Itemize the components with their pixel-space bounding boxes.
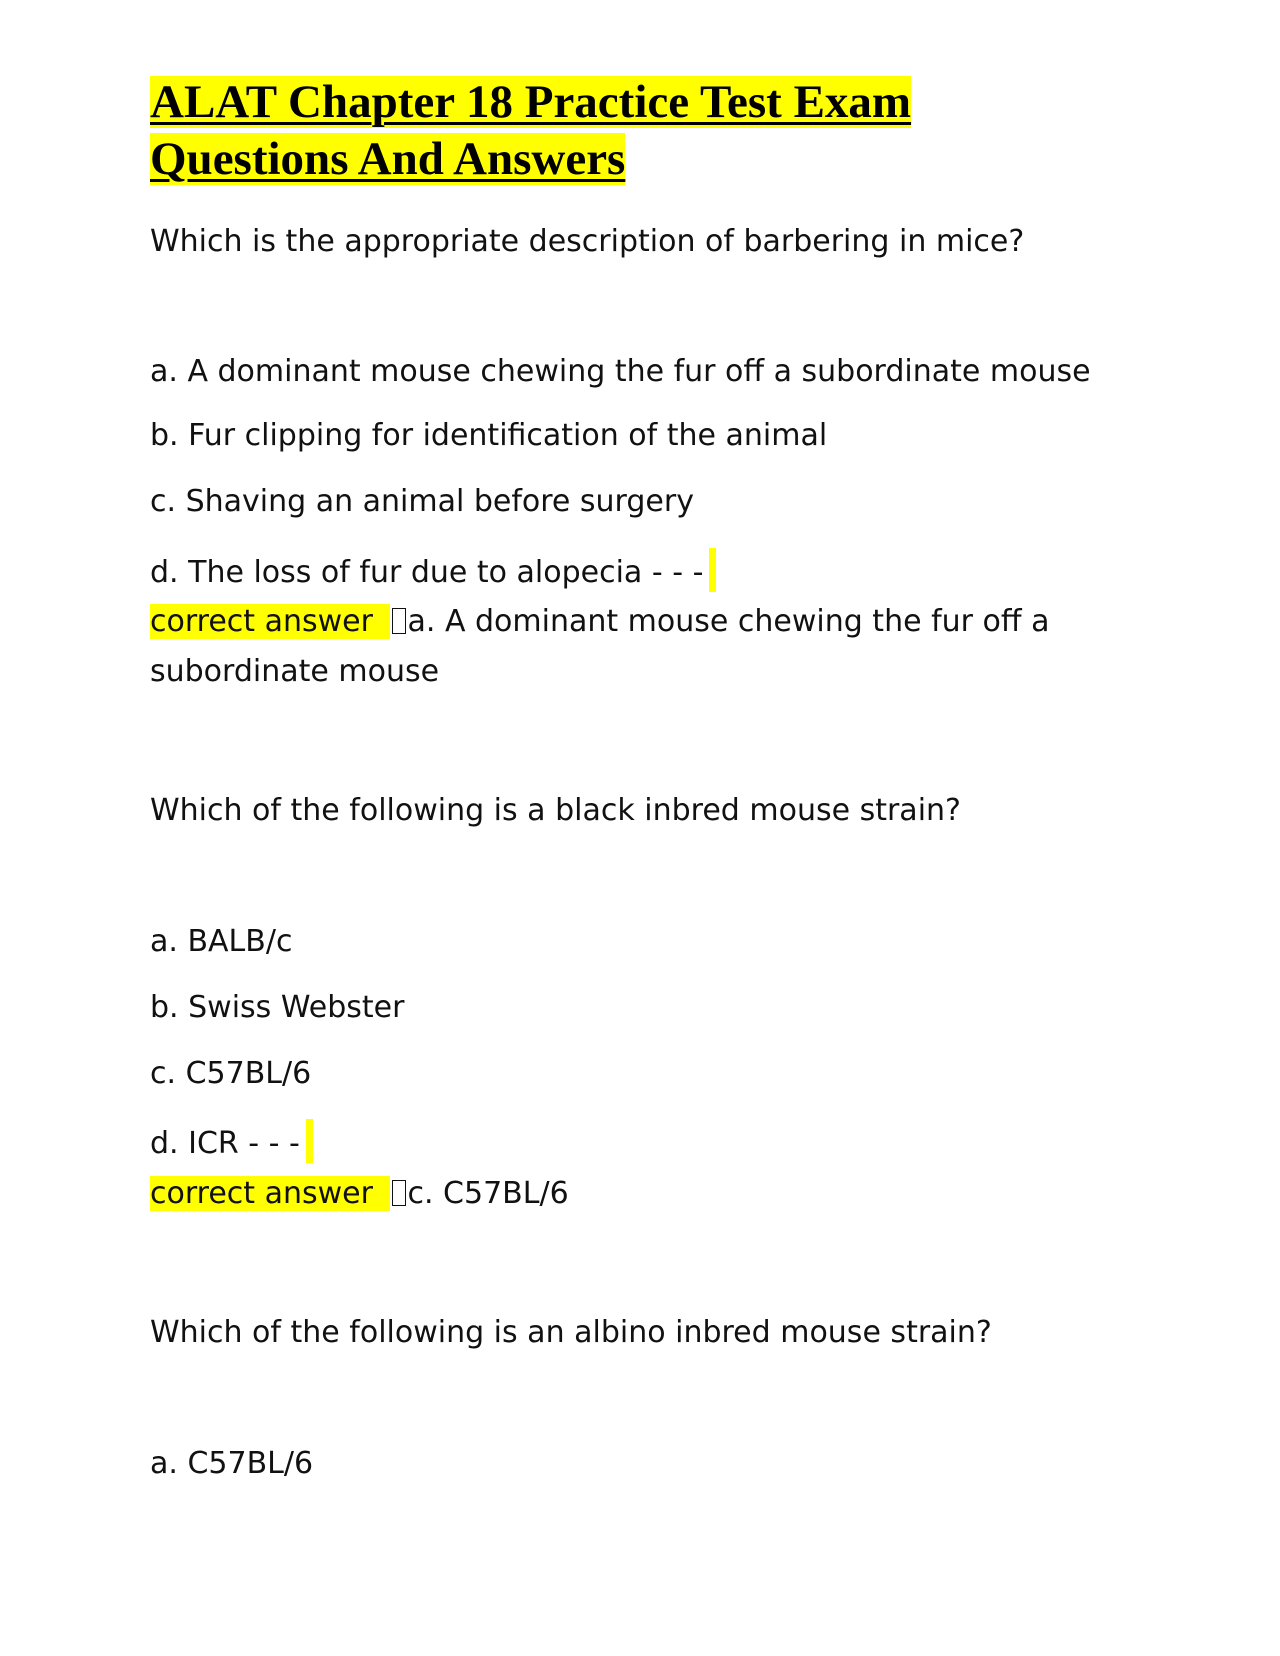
highlight-marker	[306, 1119, 313, 1163]
question-2-answer-row	[150, 1174, 569, 1214]
question-1-text: Which is the appropriate description of barbering in mice?	[150, 224, 1025, 259]
question-1-answer: a. A dominant mouse chewing the fur off a	[407, 604, 1050, 639]
question-3-text: Which of the following is an albino inbred mouse strain?	[150, 1315, 992, 1350]
question-2-answer: c. C57BL/6	[407, 1176, 569, 1211]
question-2-option-d-row	[150, 1119, 313, 1164]
title-line-2: Questions And Answers	[150, 133, 626, 185]
correct-answer-label: correct answer	[150, 604, 390, 639]
question-1-option-d-row	[150, 548, 716, 593]
question-1-option-d: d. The loss of fur due to alopecia - - -	[150, 555, 704, 590]
question-1-option-b: b. Fur clipping for identification of the animal	[150, 418, 828, 453]
highlight-marker	[709, 548, 716, 592]
title-line-1: ALAT Chapter 18 Practice Test Exam	[150, 76, 912, 128]
question-3-option-a: a. C57BL/6	[150, 1446, 314, 1481]
question-2-option-c: c. C57BL/6	[150, 1056, 312, 1091]
question-1-option-c: c. Shaving an animal before surgery	[150, 484, 694, 519]
question-2-option-b: b. Swiss Webster	[150, 990, 405, 1025]
missing-glyph-icon	[392, 608, 406, 634]
page-title	[150, 74, 1050, 188]
question-2-option-a: a. BALB/c	[150, 924, 293, 959]
question-1-answer-row	[150, 602, 1049, 642]
question-1-answer-continued: subordinate mouse	[150, 654, 440, 689]
correct-answer-label: correct answer	[150, 1176, 390, 1211]
question-1-option-a: a. A dominant mouse chewing the fur off a subordinate mouse	[150, 354, 1091, 389]
question-2-option-d: d. ICR - - -	[150, 1126, 300, 1161]
missing-glyph-icon	[392, 1180, 406, 1206]
question-2-text: Which of the following is a black inbred mouse strain?	[150, 793, 961, 828]
